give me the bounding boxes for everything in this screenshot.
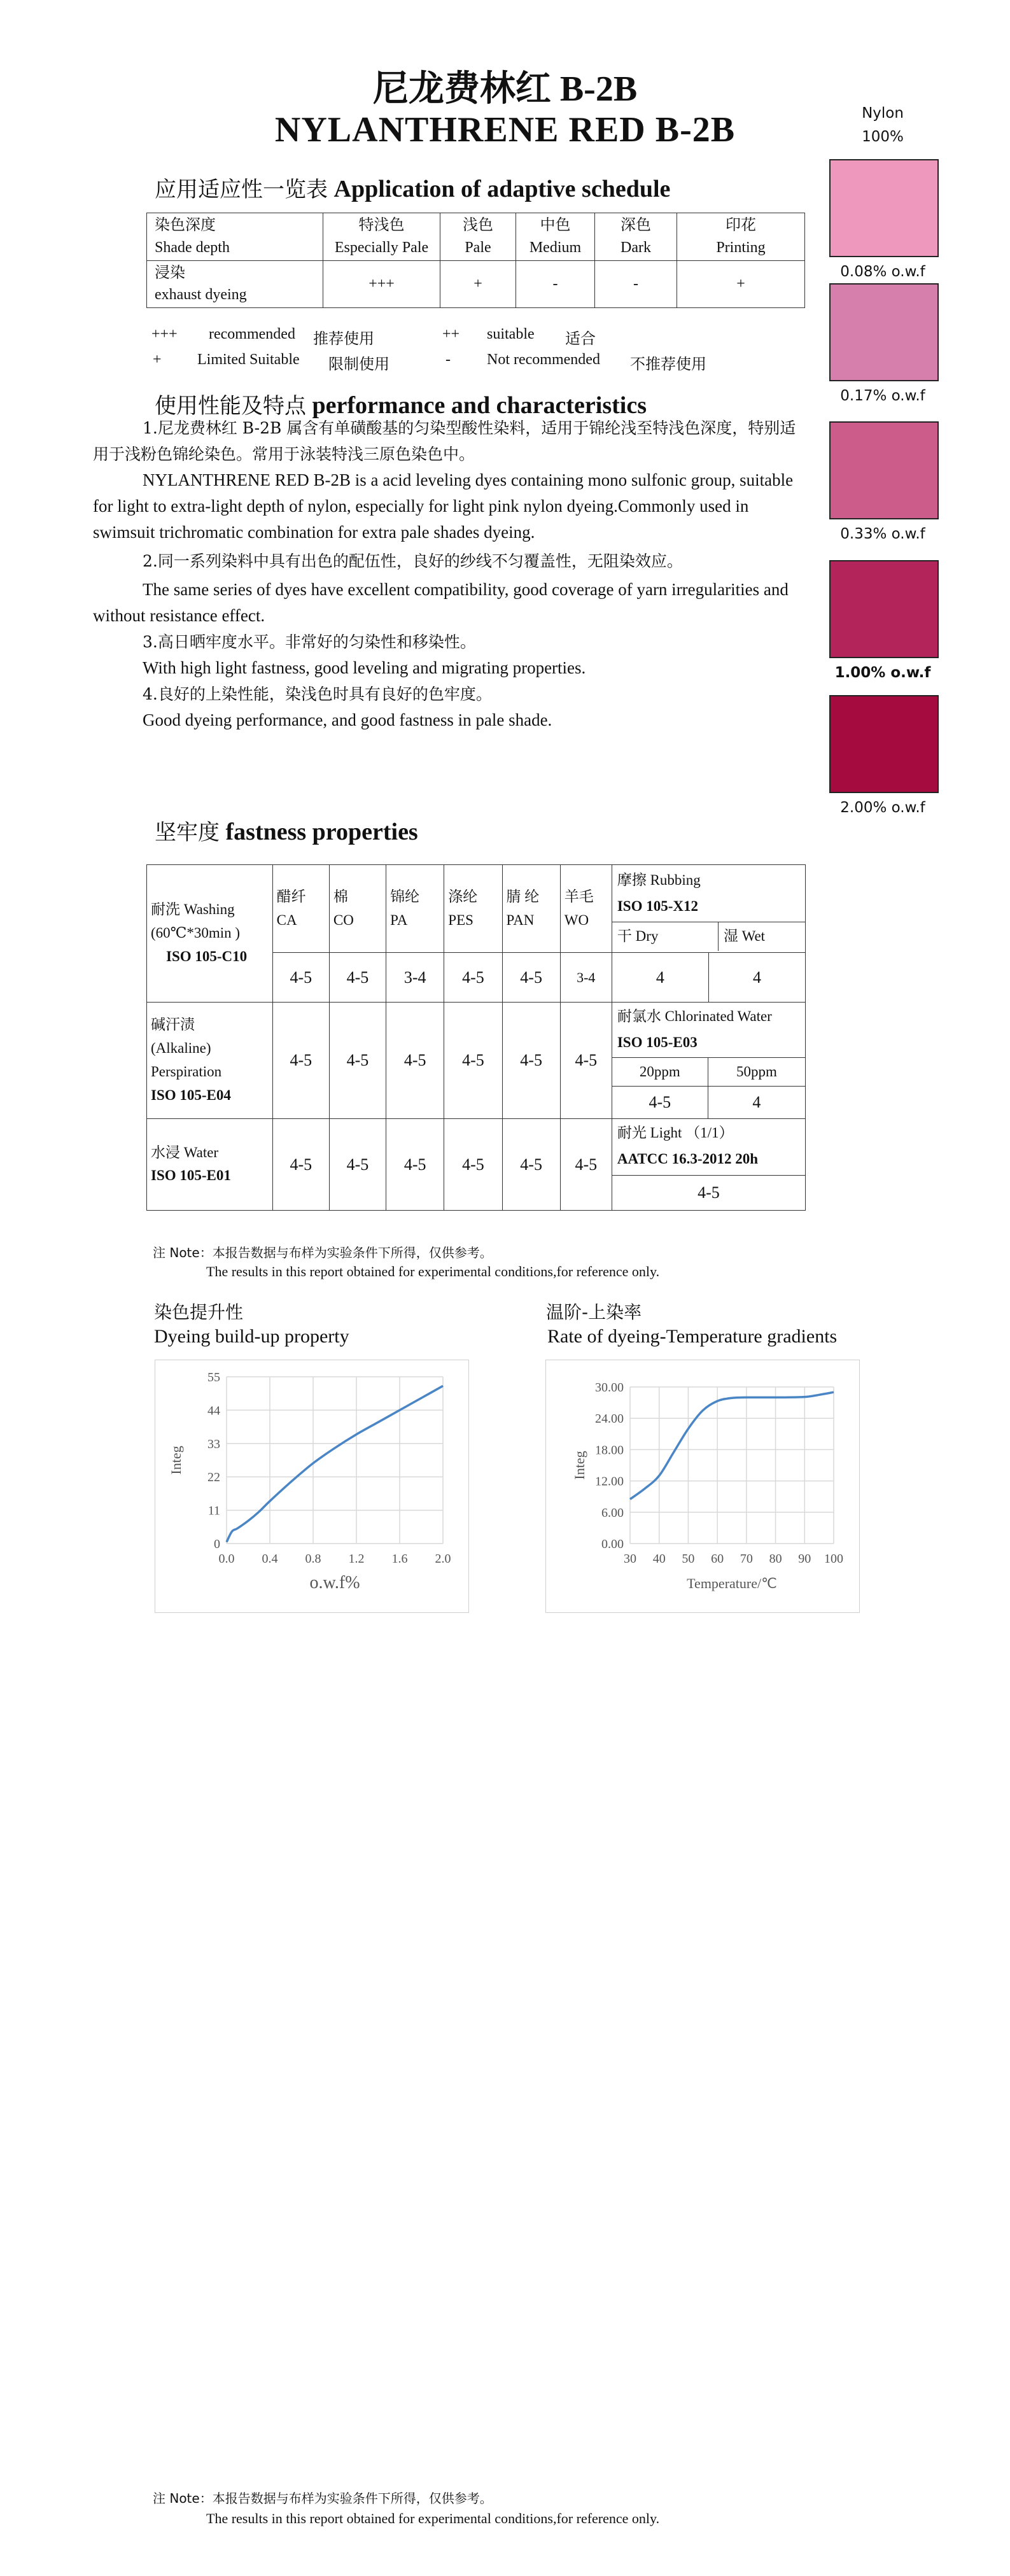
header-en: Pale bbox=[465, 239, 491, 256]
water-value: 4-5 bbox=[444, 1118, 502, 1210]
washing-value: 4-5 bbox=[329, 953, 386, 1003]
performance-p2-cn: 2.同一系列染料中具有出色的配伍性，良好的纱线不匀覆盖性，无阻染效应。 bbox=[143, 552, 683, 570]
chart-temperature bbox=[545, 1360, 860, 1613]
header-cell-pale bbox=[440, 213, 516, 261]
fiber-header-pes bbox=[444, 865, 502, 953]
row-label-exhaust-dyeing bbox=[147, 260, 323, 308]
chart1-title-en: Dyeing build-up property bbox=[154, 1326, 349, 1347]
title-cn: 尼龙费林红 B-2B bbox=[372, 69, 638, 109]
fiber-header-co bbox=[329, 865, 386, 953]
alkaline-label bbox=[147, 1003, 273, 1119]
fastness-table bbox=[146, 864, 806, 1211]
x-tick-label: 100 bbox=[824, 1552, 843, 1566]
swatch-4 bbox=[829, 560, 939, 658]
performance-p3-cn: 3.高日晒牢度水平。非常好的匀染性和移染性。 bbox=[143, 633, 476, 651]
value-cell: +++ bbox=[323, 260, 440, 308]
chart2-title-en: Rate of dyeing-Temperature gradients bbox=[547, 1326, 838, 1347]
swatch-3 bbox=[829, 421, 939, 519]
y-tick-label: 22 bbox=[207, 1470, 220, 1485]
legend-en: Limited Suitable bbox=[197, 351, 300, 368]
fiber-en: PES bbox=[448, 911, 473, 928]
header-cell-medium bbox=[516, 213, 595, 261]
header-cell-shade-depth bbox=[147, 213, 323, 261]
header-cn: 染色深度 bbox=[155, 217, 216, 234]
value-cell: - bbox=[516, 260, 595, 308]
performance-heading-en: performance and characteristics bbox=[312, 392, 647, 419]
swatch-label-3: 0.33% o.w.f bbox=[840, 526, 925, 542]
fiber-en: PA bbox=[390, 911, 408, 928]
chlorinated-20ppm-label: 20ppm bbox=[612, 1058, 708, 1087]
fiber-cn: 涤纶 bbox=[448, 888, 478, 904]
note-cn: 注 Note：本报告数据与布样为实验条件下所得，仅供参考。 bbox=[153, 1245, 493, 1260]
x-tick-label: 2.0 bbox=[435, 1552, 451, 1566]
chart2-title-cn: 温阶-上染率 bbox=[546, 1302, 642, 1323]
header-en: Especially Pale bbox=[334, 239, 429, 256]
value-cell: - bbox=[595, 260, 677, 308]
footer-note-en: The results in this report obtained for experimental conditions,for reference only. bbox=[206, 2510, 660, 2526]
title-en: NYLANTHRENE RED B-2B bbox=[274, 110, 736, 150]
y-tick-label: 30.00 bbox=[595, 1381, 624, 1395]
alkaline-value: 4-5 bbox=[386, 1003, 444, 1119]
alkaline-value: 4-5 bbox=[560, 1003, 612, 1119]
water-value: 4-5 bbox=[386, 1118, 444, 1210]
rubbing-wet-label: 湿 Wet bbox=[723, 928, 766, 945]
fastness-heading bbox=[155, 815, 418, 846]
header-cn: 深色 bbox=[621, 217, 651, 234]
legend-cn: 适合 bbox=[565, 330, 596, 348]
swatch-5 bbox=[829, 695, 939, 793]
swatch-1 bbox=[829, 159, 939, 257]
swatch-header-line1: Nylon bbox=[862, 105, 904, 122]
rubbing-l1: 摩擦 Rubbing bbox=[617, 871, 701, 888]
fastness-alkaline-row bbox=[147, 1003, 806, 1119]
light-value: 4-5 bbox=[612, 1175, 805, 1210]
header-cn: 印花 bbox=[726, 217, 756, 234]
legend-en: recommended bbox=[209, 326, 295, 342]
y-axis-label: Integ bbox=[168, 1446, 184, 1475]
application-table bbox=[146, 213, 805, 308]
light-standard: AATCC 16.3-2012 20h bbox=[617, 1151, 759, 1167]
x-tick-label: 1.2 bbox=[348, 1552, 365, 1566]
header-en: Printing bbox=[716, 239, 766, 256]
fiber-cn: 棉 bbox=[333, 888, 348, 904]
alkaline-value: 4-5 bbox=[272, 1003, 329, 1119]
x-tick-label: 0.0 bbox=[218, 1552, 235, 1566]
washing-standard: ISO 105-C10 bbox=[166, 948, 248, 964]
fiber-en: CO bbox=[333, 911, 354, 928]
fiber-en: CA bbox=[276, 911, 297, 928]
chart-buildup bbox=[155, 1360, 469, 1613]
washing-value: 4-5 bbox=[272, 953, 329, 1003]
fiber-cn: 腈 纶 bbox=[506, 888, 540, 904]
legend-en: Not recommended bbox=[487, 351, 600, 368]
water-value: 4-5 bbox=[560, 1118, 612, 1210]
header-cn: 中色 bbox=[540, 217, 571, 234]
swatch-2 bbox=[829, 283, 939, 381]
header-cn: 特浅色 bbox=[358, 217, 405, 234]
value-cell: + bbox=[677, 260, 805, 308]
legend-cn: 不推荐使用 bbox=[630, 355, 706, 373]
y-tick-label: 33 bbox=[207, 1437, 220, 1451]
header-en: Medium bbox=[529, 239, 582, 256]
value-cell: + bbox=[440, 260, 516, 308]
performance-text bbox=[93, 415, 806, 733]
fastness-heading-cn: 坚牢度 bbox=[155, 820, 220, 845]
alkaline-l1: 碱汗渍 bbox=[151, 1017, 195, 1033]
swatch-label-5: 2.00% o.w.f bbox=[840, 799, 925, 816]
x-tick-label: 50 bbox=[682, 1552, 695, 1566]
y-tick-label: 24.00 bbox=[595, 1412, 624, 1426]
fastness-washing-top-row bbox=[147, 865, 806, 953]
chlorinated-50ppm-value: 4 bbox=[752, 1093, 761, 1112]
alkaline-l2: (Alkaline) bbox=[151, 1040, 211, 1057]
y-axis-label: Integ bbox=[572, 1451, 587, 1480]
water-standard: ISO 105-E01 bbox=[151, 1167, 231, 1184]
x-tick-label: 60 bbox=[711, 1552, 724, 1566]
chlorinated-subheader bbox=[612, 1057, 805, 1087]
row-label-en: exhaust dyeing bbox=[155, 286, 247, 304]
header-cn: 浅色 bbox=[463, 217, 493, 234]
header-cell-especially-pale bbox=[323, 213, 440, 261]
washing-l1: 耐洗 Washing bbox=[151, 901, 235, 918]
fiber-cn: 醋纤 bbox=[276, 888, 306, 904]
application-heading-en: Application of adaptive schedule bbox=[333, 176, 671, 202]
y-tick-label: 11 bbox=[207, 1503, 220, 1518]
rubbing-dry-value: 4 bbox=[612, 953, 708, 1003]
water-value: 4-5 bbox=[329, 1118, 386, 1210]
swatch-label-1: 0.08% o.w.f bbox=[840, 264, 925, 280]
light-l1: 耐光 Light （1/1） bbox=[617, 1125, 734, 1141]
swatch-label-2: 0.17% o.w.f bbox=[840, 388, 925, 404]
x-tick-label: 0.8 bbox=[305, 1552, 321, 1566]
y-tick-label: 55 bbox=[207, 1370, 220, 1384]
fiber-header-wo bbox=[560, 865, 612, 953]
y-tick-label: 6.00 bbox=[601, 1505, 624, 1520]
washing-value: 3-4 bbox=[386, 953, 444, 1003]
application-exhaust-row bbox=[147, 260, 805, 308]
performance-heading-cn: 使用性能及特点 bbox=[155, 393, 306, 419]
row-label-cn: 浸染 bbox=[155, 264, 185, 281]
chlorinated-values bbox=[612, 1086, 805, 1118]
y-tick-label: 12.00 bbox=[595, 1474, 624, 1489]
legend-symbol: ++ bbox=[442, 326, 460, 342]
note-en: The results in this report obtained for experimental conditions,for reference only. bbox=[206, 1263, 660, 1279]
chlorinated-cell bbox=[612, 1003, 805, 1119]
chart1-title-cn: 染色提升性 bbox=[154, 1302, 244, 1323]
y-tick-label: 18.00 bbox=[595, 1443, 624, 1458]
washing-l2: (60℃*30min ) bbox=[151, 925, 241, 941]
legend-symbol: +++ bbox=[151, 326, 178, 342]
legend-symbol: + bbox=[153, 351, 162, 368]
chlorinated-20ppm-value: 4-5 bbox=[612, 1087, 708, 1118]
legend-cn: 推荐使用 bbox=[313, 330, 374, 348]
x-tick-label: 70 bbox=[740, 1552, 753, 1566]
header-cell-printing bbox=[677, 213, 805, 261]
x-tick-label: 1.6 bbox=[391, 1552, 408, 1566]
fastness-heading-en: fastness properties bbox=[225, 819, 418, 845]
rubbing-subheader bbox=[612, 922, 805, 951]
water-value: 4-5 bbox=[272, 1118, 329, 1210]
water-l1: 水浸 Water bbox=[151, 1144, 219, 1160]
performance-p2-en: The same series of dyes have excellent compatibility, good coverage of yarn irregularities and without resistance effect. bbox=[93, 580, 789, 625]
x-axis-label: o.w.f% bbox=[309, 1573, 360, 1593]
washing-label bbox=[147, 865, 273, 1003]
y-tick-label: 0.00 bbox=[601, 1537, 624, 1551]
fiber-header-pan bbox=[502, 865, 560, 953]
chart-buildup-svg bbox=[155, 1360, 468, 1612]
fiber-en: WO bbox=[564, 911, 589, 928]
chlorinated-standard: ISO 105-E03 bbox=[617, 1034, 698, 1050]
footer-note-cn: 注 Note：本报告数据与布样为实验条件下所得，仅供参考。 bbox=[153, 2491, 493, 2506]
rubbing-standard: ISO 105-X12 bbox=[617, 897, 698, 914]
legend-en: suitable bbox=[487, 326, 535, 342]
alkaline-value: 4-5 bbox=[329, 1003, 386, 1119]
y-tick-label: 0 bbox=[214, 1537, 220, 1551]
performance-p3-en: With high light fastness, good leveling and migrating properties. bbox=[143, 658, 586, 677]
performance-p4-en: Good dyeing performance, and good fastness in pale shade. bbox=[143, 710, 552, 729]
fiber-cn: 锦纶 bbox=[390, 888, 420, 904]
washing-value: 3-4 bbox=[560, 953, 612, 1003]
rubbing-dry-label: 干 Dry bbox=[612, 922, 719, 951]
washing-value: 4-5 bbox=[444, 953, 502, 1003]
fiber-header-ca bbox=[272, 865, 329, 953]
application-heading bbox=[155, 172, 670, 203]
fiber-header-pa bbox=[386, 865, 444, 953]
alkaline-standard: ISO 105-E04 bbox=[151, 1087, 231, 1103]
header-en: Shade depth bbox=[155, 239, 230, 256]
alkaline-l3: Perspiration bbox=[151, 1063, 222, 1080]
performance-p1-cn: 1.尼龙费林红 B-2B 属含有单磺酸基的匀染型酸性染料，适用于锦纶浅至特浅色深度，特别适用于浅粉色锦纶染色。常用于泳装特浅三原色染色中。 bbox=[93, 419, 796, 463]
swatch-header-line2: 100% bbox=[862, 129, 904, 145]
legend-symbol: - bbox=[445, 351, 451, 368]
fiber-cn: 羊毛 bbox=[564, 888, 594, 904]
x-tick-label: 30 bbox=[624, 1552, 636, 1566]
legend-cn: 限制使用 bbox=[328, 355, 389, 373]
water-value: 4-5 bbox=[502, 1118, 560, 1210]
x-tick-label: 90 bbox=[798, 1552, 811, 1566]
alkaline-value: 4-5 bbox=[502, 1003, 560, 1119]
chlorinated-50ppm-label: 50ppm bbox=[736, 1063, 777, 1080]
application-heading-cn: 应用适应性一览表 bbox=[155, 177, 328, 202]
washing-value: 4-5 bbox=[502, 953, 560, 1003]
y-tick-label: 44 bbox=[207, 1404, 220, 1418]
series-line bbox=[630, 1392, 834, 1499]
header-en: Dark bbox=[621, 239, 651, 256]
performance-p4-cn: 4.良好的上染性能，染浅色时具有良好的色牢度。 bbox=[143, 685, 492, 703]
x-axis-label: Temperature/℃ bbox=[687, 1575, 777, 1591]
rubbing-cell bbox=[612, 865, 805, 953]
light-cell bbox=[612, 1118, 805, 1210]
fiber-en: PAN bbox=[506, 911, 535, 928]
x-tick-label: 80 bbox=[769, 1552, 782, 1566]
x-tick-label: 40 bbox=[652, 1552, 666, 1566]
chlorinated-l1: 耐氯水 Chlorinated Water bbox=[617, 1008, 772, 1024]
series-line bbox=[227, 1386, 443, 1542]
water-label bbox=[147, 1118, 273, 1210]
header-cell-dark bbox=[595, 213, 677, 261]
rubbing-wet-value: 4 bbox=[708, 953, 805, 1003]
swatch-label-4: 1.00% o.w.f bbox=[834, 665, 931, 681]
chart-temperature-svg bbox=[546, 1360, 859, 1612]
fastness-water-row bbox=[147, 1118, 806, 1210]
performance-p1-en: NYLANTHRENE RED B-2B is a acid leveling dyes containing mono sulfonic group, suitable for light to extra-light depth of nylon, especially for light pink nylon dyeing.Commonly used in swimsuit trichromatic combination for extra pale shades dyeing. bbox=[93, 470, 794, 542]
x-tick-label: 0.4 bbox=[262, 1552, 278, 1566]
application-header-row bbox=[147, 213, 805, 261]
alkaline-value: 4-5 bbox=[444, 1003, 502, 1119]
